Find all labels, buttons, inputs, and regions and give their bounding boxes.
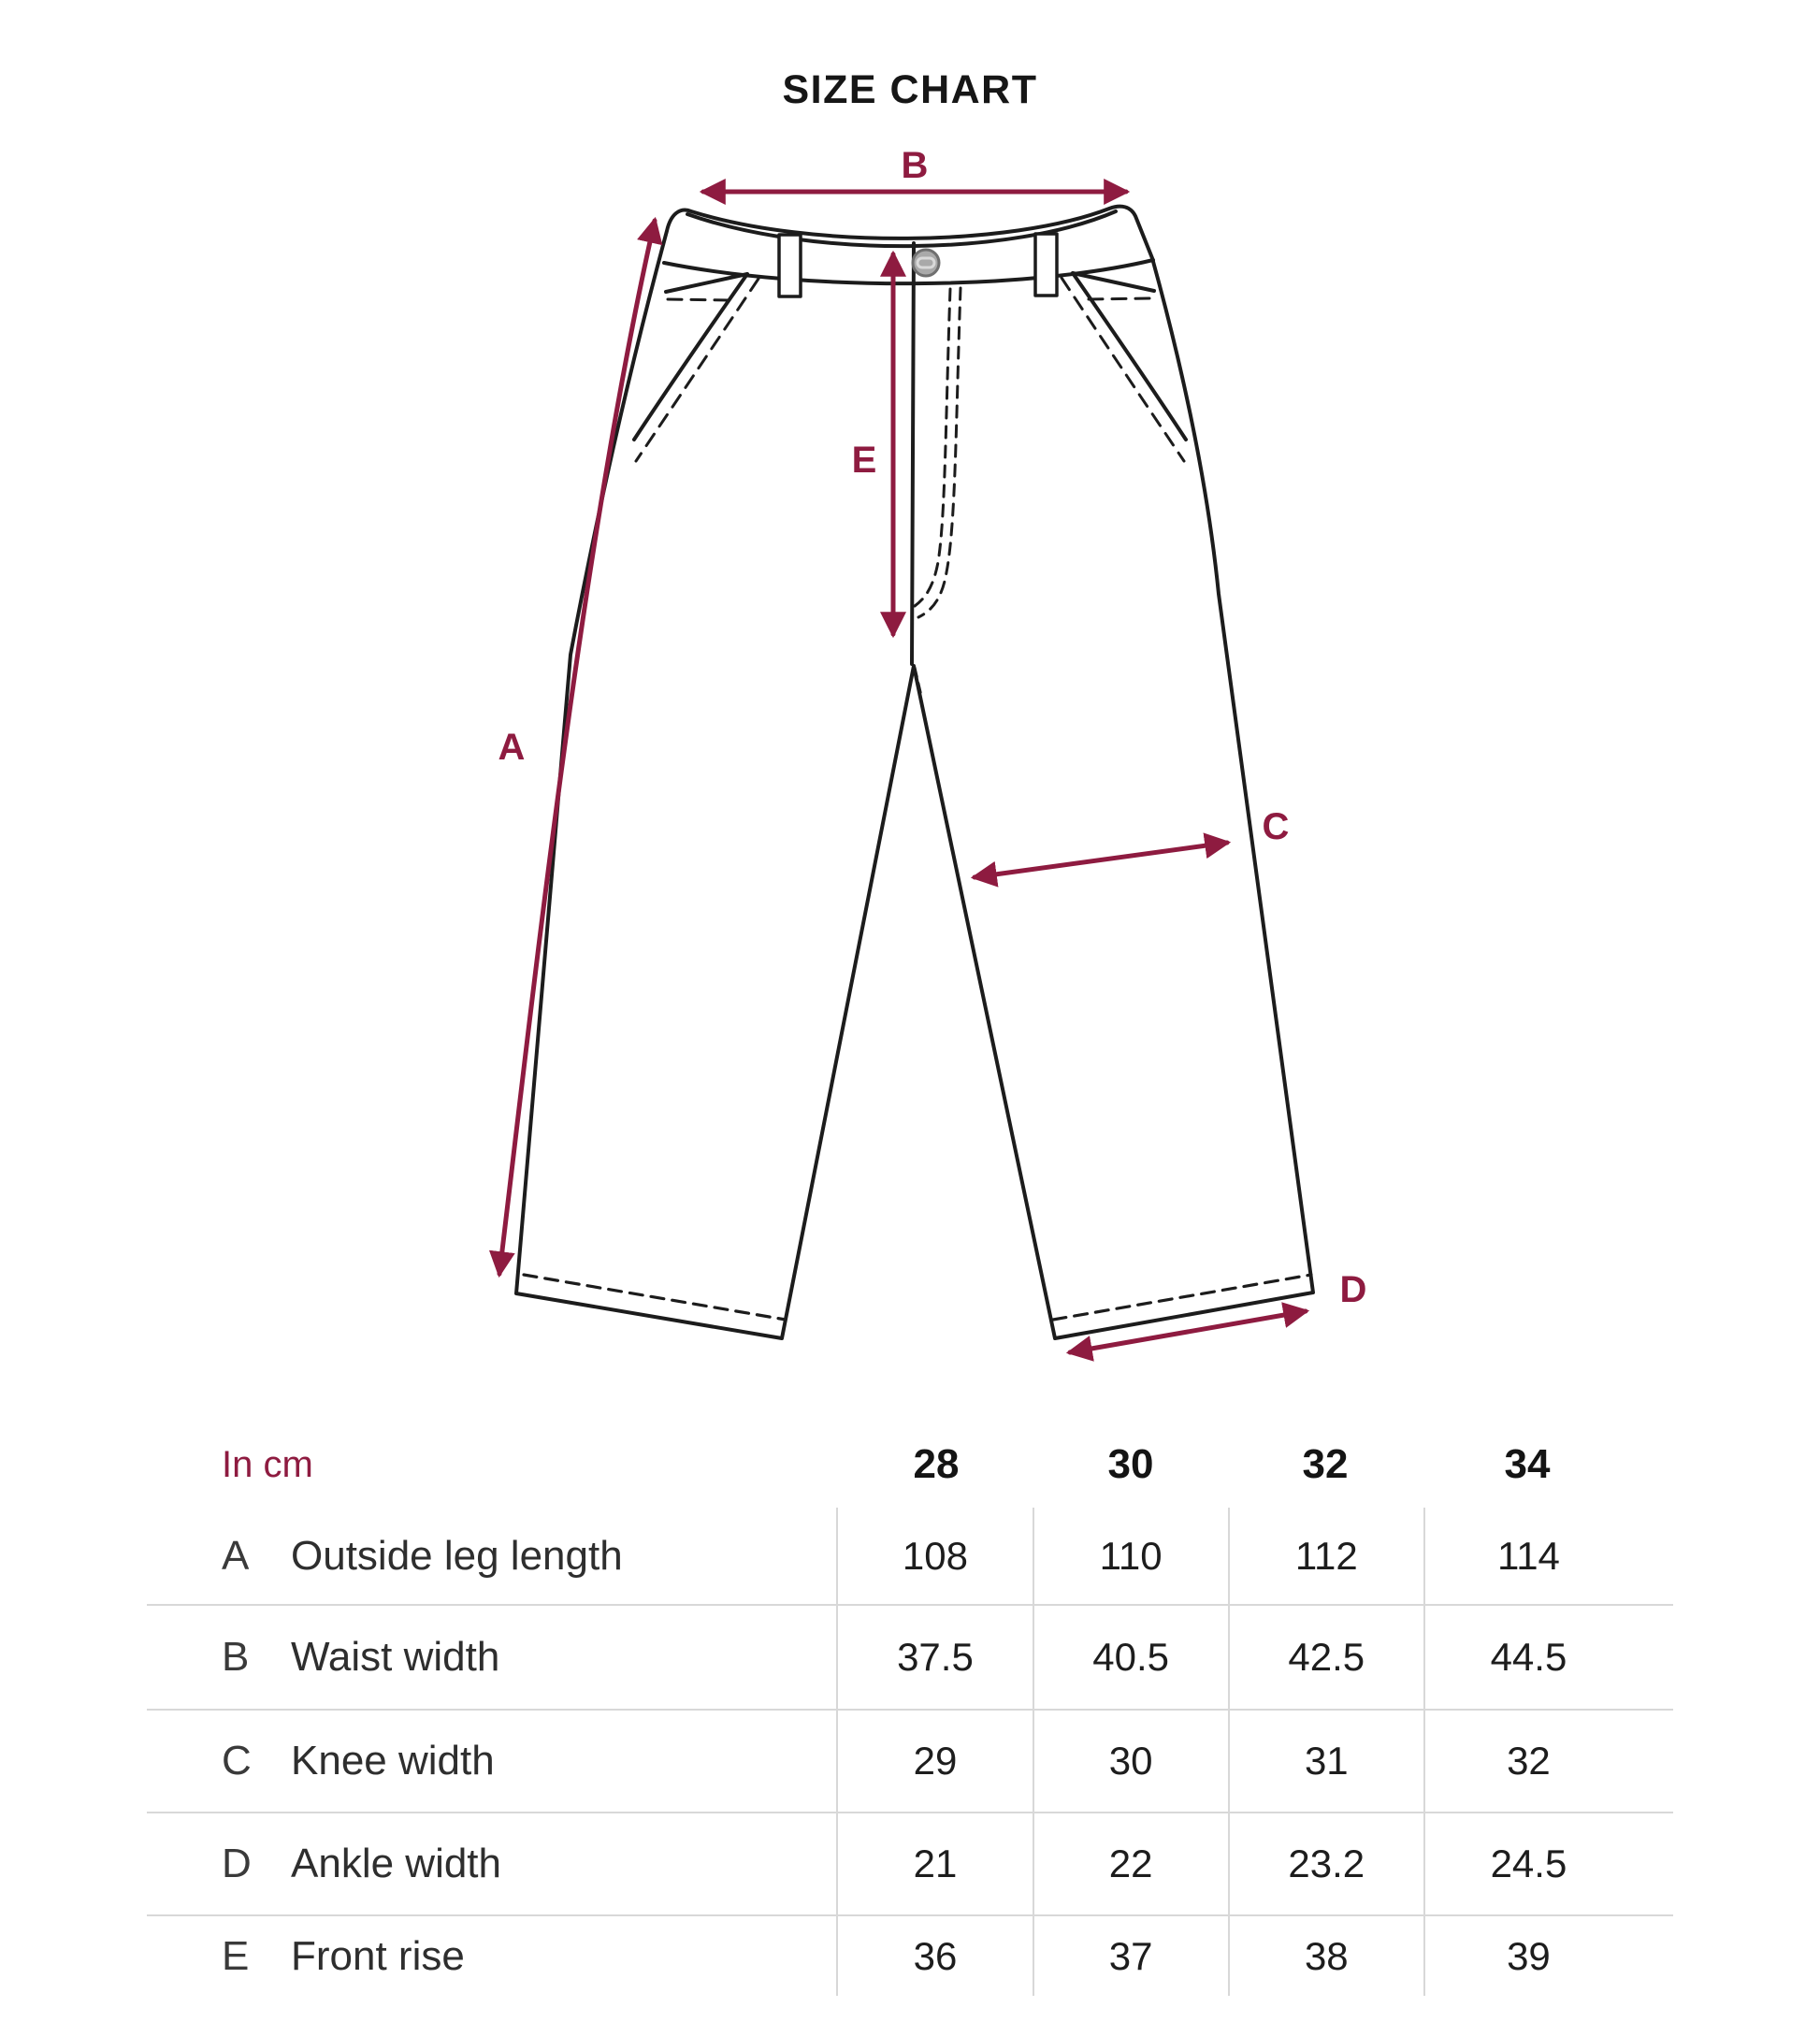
label-c: C	[1262, 806, 1290, 847]
cell-value: 110	[1033, 1508, 1228, 1604]
table-row	[147, 1709, 1673, 1812]
row-letter: B	[222, 1634, 250, 1680]
cell-value: 30	[1033, 1711, 1228, 1812]
left-pocket-top-stitch	[668, 299, 731, 300]
label-a: A	[498, 727, 526, 768]
cell-value: 108	[836, 1508, 1032, 1604]
row-letter: C	[222, 1738, 252, 1784]
label-e: E	[851, 440, 877, 481]
cell-value: 40.5	[1033, 1606, 1228, 1709]
row-letter: A	[222, 1532, 250, 1579]
size-column-34: 34	[1504, 1441, 1551, 1487]
fly-line	[912, 243, 914, 664]
label-d: D	[1339, 1269, 1367, 1310]
right-pocket-top-stitch	[1089, 298, 1152, 299]
table-row	[147, 1812, 1673, 1914]
cell-value: 31	[1228, 1711, 1423, 1812]
size-table	[147, 1422, 1673, 1996]
size-column-30: 30	[1107, 1441, 1154, 1487]
cell-value: 32	[1423, 1711, 1673, 1812]
table-row	[147, 1604, 1673, 1709]
row-label: Ankle width	[291, 1841, 502, 1886]
cell-value: 38	[1228, 1916, 1423, 1996]
row-label: Front rise	[291, 1932, 465, 1979]
cell-value: 23.2	[1228, 1813, 1423, 1914]
belt-loop-left	[779, 235, 801, 296]
waist-button-icon	[913, 250, 939, 276]
row-label: Outside leg length	[291, 1532, 623, 1579]
cell-value: 37	[1033, 1916, 1228, 1996]
cell-value: 29	[836, 1711, 1032, 1812]
cell-value: 22	[1033, 1813, 1228, 1914]
row-label: Knee width	[291, 1738, 495, 1784]
pants-outline-icon	[516, 207, 1313, 1338]
cell-value: 42.5	[1228, 1606, 1423, 1709]
table-row	[147, 1914, 1673, 1996]
table-row	[147, 1508, 1673, 1604]
size-column-28: 28	[913, 1441, 960, 1487]
label-b: B	[901, 145, 929, 186]
row-letter: D	[222, 1841, 252, 1886]
row-letter: E	[222, 1932, 250, 1979]
cell-value: 21	[836, 1813, 1032, 1914]
unit-label: In cm	[222, 1443, 313, 1485]
cell-value: 112	[1228, 1508, 1423, 1604]
cell-value: 24.5	[1423, 1813, 1673, 1914]
belt-loop-right	[1035, 234, 1057, 296]
cell-value: 44.5	[1423, 1606, 1673, 1709]
cell-value: 114	[1423, 1508, 1673, 1604]
size-table-header	[147, 1422, 1673, 1508]
row-label: Waist width	[291, 1634, 500, 1680]
cell-value: 37.5	[836, 1606, 1032, 1709]
size-column-32: 32	[1302, 1441, 1349, 1487]
cell-value: 36	[836, 1916, 1032, 1996]
page-title: SIZE CHART	[782, 67, 1038, 112]
cell-value: 39	[1423, 1916, 1673, 1996]
